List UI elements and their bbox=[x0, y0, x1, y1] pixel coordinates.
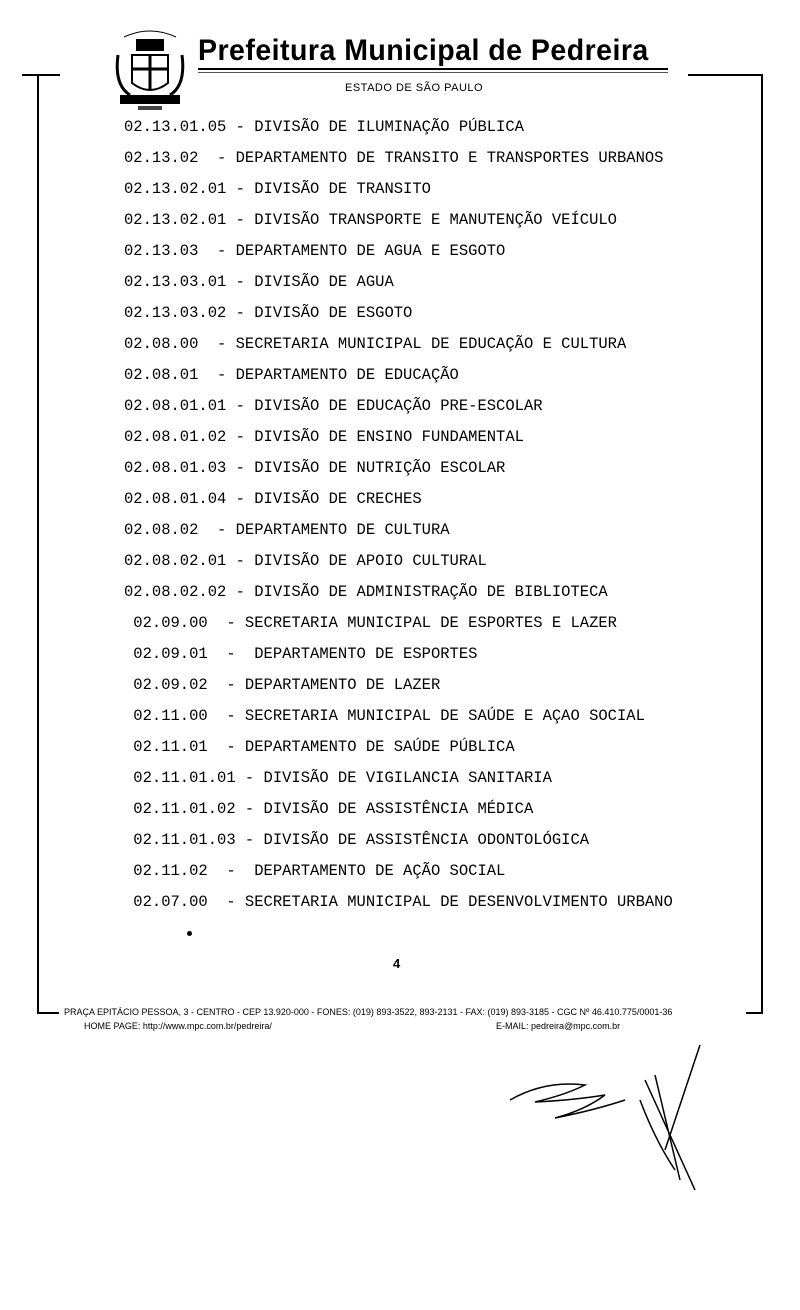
list-item: 02.11.01 - DEPARTAMENTO DE SAÚDE PÚBLICA bbox=[124, 738, 515, 756]
list-item: 02.08.02.01 - DIVISÃO DE APOIO CULTURAL bbox=[124, 552, 487, 570]
list-item: 02.13.02.01 - DIVISÃO TRANSPORTE E MANUTENÇÃO VEÍCULO bbox=[124, 211, 617, 229]
list-item: 02.11.01.01 - DIVISÃO DE VIGILANCIA SANITARIA bbox=[124, 769, 552, 787]
page-number: 4 bbox=[393, 956, 401, 971]
title-underline-thin bbox=[198, 72, 668, 73]
page-title: Prefeitura Municipal de Pedreira bbox=[198, 34, 649, 67]
bullet-mark bbox=[187, 931, 192, 936]
frame-border-top-right bbox=[688, 74, 763, 76]
list-item: 02.11.02 - DEPARTAMENTO DE AÇÃO SOCIAL bbox=[124, 862, 506, 880]
list-item: 02.08.01 - DEPARTAMENTO DE EDUCAÇÃO bbox=[124, 366, 459, 384]
list-item: 02.08.01.03 - DIVISÃO DE NUTRIÇÃO ESCOLAR bbox=[124, 459, 506, 477]
list-item: 02.11.01.02 - DIVISÃO DE ASSISTÊNCIA MÉDICA bbox=[124, 800, 534, 818]
list-item: 02.08.02 - DEPARTAMENTO DE CULTURA bbox=[124, 521, 450, 539]
list-item: 02.09.00 - SECRETARIA MUNICIPAL DE ESPORTES E LAZER bbox=[124, 614, 617, 632]
list-item: 02.13.03.01 - DIVISÃO DE AGUA bbox=[124, 273, 394, 291]
list-item: 02.13.03 - DEPARTAMENTO DE AGUA E ESGOTO bbox=[124, 242, 506, 260]
frame-border-left bbox=[37, 75, 39, 1013]
page-subtitle: ESTADO DE SÃO PAULO bbox=[345, 82, 484, 94]
list-item: 02.08.02.02 - DIVISÃO DE ADMINISTRAÇÃO DE BIBLIOTECA bbox=[124, 583, 608, 601]
list-item: 02.08.00 - SECRETARIA MUNICIPAL DE EDUCAÇÃO E CULTURA bbox=[124, 335, 627, 353]
list-item: 02.08.01.01 - DIVISÃO DE EDUCAÇÃO PRE-ESCOLAR bbox=[124, 397, 543, 415]
footer-address: PRAÇA EPITÁCIO PESSOA, 3 - CENTRO - CEP 13.920-000 - FONES: (019) 893-3522, 893-2131 - FAX: (019) 893-3185 - CGC Nº 46.410.775/0001-36 bbox=[64, 1007, 673, 1017]
list-item: 02.11.01.03 - DIVISÃO DE ASSISTÊNCIA ODONTOLÓGICA bbox=[124, 831, 590, 849]
frame-border-right bbox=[761, 75, 763, 1013]
frame-border-bottom-left bbox=[37, 1012, 59, 1014]
list-item: 02.09.01 - DEPARTAMENTO DE ESPORTES bbox=[124, 645, 478, 663]
coat-of-arms-icon bbox=[110, 25, 190, 115]
frame-border-top-left bbox=[22, 74, 60, 76]
list-item: 02.11.00 - SECRETARIA MUNICIPAL DE SAÚDE E AÇAO SOCIAL bbox=[124, 707, 645, 725]
title-underline bbox=[198, 68, 668, 70]
handwritten-signature bbox=[505, 1040, 725, 1190]
list-item: 02.09.02 - DEPARTAMENTO DE LAZER bbox=[124, 676, 441, 694]
list-item: 02.13.03.02 - DIVISÃO DE ESGOTO bbox=[124, 304, 413, 322]
list-item: 02.08.01.02 - DIVISÃO DE ENSINO FUNDAMENTAL bbox=[124, 428, 524, 446]
list-item: 02.08.01.04 - DIVISÃO DE CRECHES bbox=[124, 490, 422, 508]
list-item: 02.13.02 - DEPARTAMENTO DE TRANSITO E TRANSPORTES URBANOS bbox=[124, 149, 664, 167]
footer-home-page: HOME PAGE: http://www.mpc.com.br/pedreira/ bbox=[84, 1021, 272, 1031]
list-item: 02.13.02.01 - DIVISÃO DE TRANSITO bbox=[124, 180, 431, 198]
list-item: 02.13.01.05 - DIVISÃO DE ILUMINAÇÃO PÚBLICA bbox=[124, 118, 524, 136]
frame-border-bottom-right bbox=[746, 1012, 763, 1014]
footer-email: E-MAIL: pedreira@mpc.com.br bbox=[496, 1021, 621, 1031]
list-item: 02.07.00 - SECRETARIA MUNICIPAL DE DESENVOLVIMENTO URBANO bbox=[124, 893, 673, 911]
department-list bbox=[124, 117, 673, 923]
